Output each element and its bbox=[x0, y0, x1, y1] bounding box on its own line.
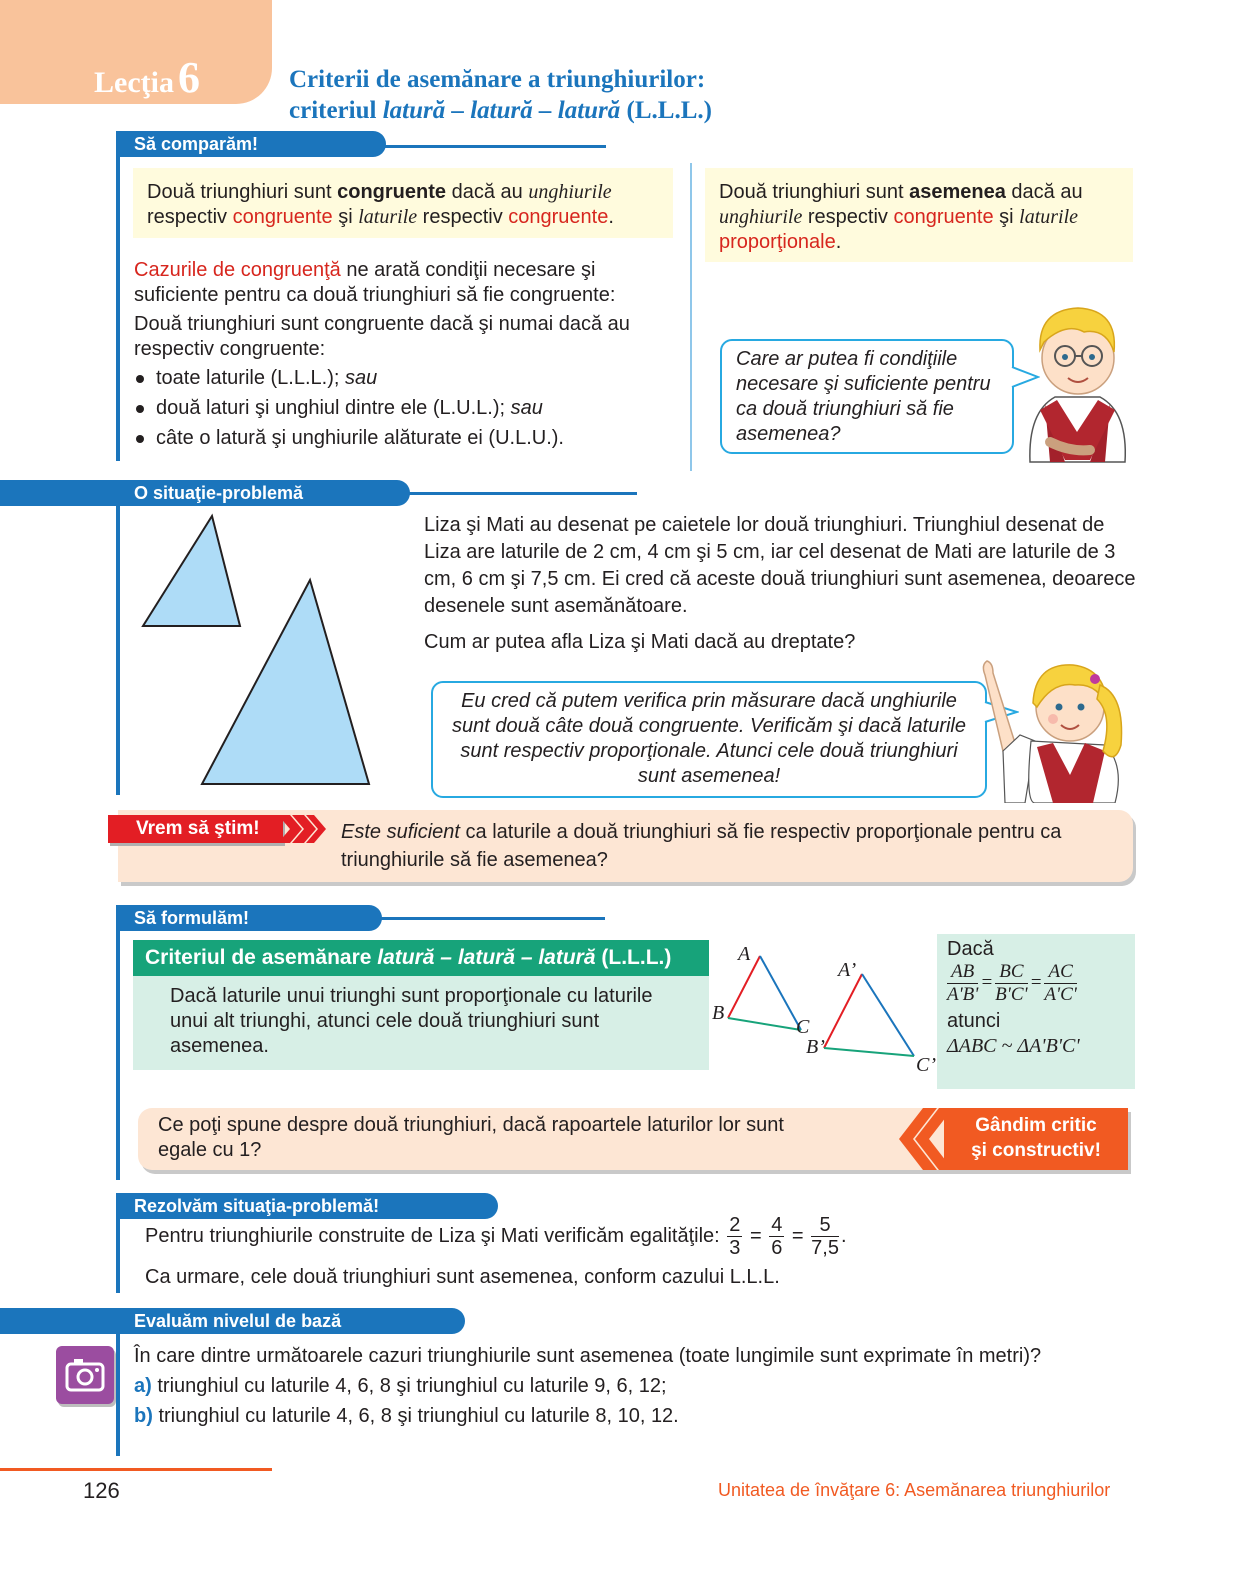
label-a-prime: A’ bbox=[838, 959, 857, 981]
section-bar bbox=[116, 1308, 120, 1456]
critical-question: Ce poţi spune despre două triunghiuri, dacă rapoartele laturilor lor sunt egale cu 1? bbox=[158, 1114, 784, 1161]
girl-speech-bubble: Eu cred că putem verifica prin măsurare dacă unghiurile sunt două câte două congruente. Verificăm şi dacă laturile sunt respectiv proporţionale. Atunci cele două triunghiuri sunt asemenea! bbox=[431, 681, 987, 798]
label-b-prime: B’ bbox=[806, 1036, 825, 1058]
triangles-drawing bbox=[135, 512, 380, 792]
evaluate-item-b: b) triunghiul cu laturile 4, 6, 8 şi triunghiul cu laturile 8, 10, 12. bbox=[134, 1405, 679, 1427]
ratio-equation: $\frac{AB}{A'B'}$ = $\frac{BC}{B'C'}$ = $\frac{AC}{A'C'}$ bbox=[947, 961, 1077, 1005]
section-bar bbox=[116, 505, 120, 795]
small-triangle bbox=[143, 516, 240, 626]
lesson-badge bbox=[0, 0, 272, 104]
problem-statement: Liza şi Mati au desenat pe caietele lor două triunghiuri. Triunghiul desenat de Liza are laturile de 2 cm, 4 cm şi 5 cm, iar cel desenat de Mati are laturile de 3 cm, 6 cm şi 7,5 cm. Ei cred că aceste două triunghiuri sunt asemenea, deoarece desenele sunt asemănătoare. bbox=[424, 514, 1136, 617]
girl-illustration bbox=[975, 655, 1135, 803]
congruence-cases bbox=[134, 258, 679, 456]
criterion-text: Dacă laturile unui triunghi sunt proporţionale cu laturile unui alt triunghi, atunci cele două triunghiuri sunt asemenea. bbox=[170, 985, 653, 1057]
criterion-title: Criteriul de asemănare latură – latură – latură (L.L.L.) bbox=[133, 940, 709, 976]
boy-illustration bbox=[1010, 292, 1135, 467]
criterion-condition-box bbox=[937, 934, 1135, 1089]
lesson-title-line2: criteriul latură – latură – latură (L.L.L.) bbox=[289, 97, 712, 124]
section-tag-evaluate: Evaluăm nivelul de bază bbox=[0, 1308, 465, 1334]
lesson-number: 6 bbox=[177, 53, 200, 102]
section-bar bbox=[116, 131, 120, 461]
condition-if: Dacă bbox=[947, 938, 994, 960]
section-bar bbox=[116, 1193, 120, 1293]
criterion-box bbox=[133, 940, 709, 1070]
condition-result: ΔABC ~ ΔA'B'C' bbox=[947, 1035, 1080, 1057]
list-item: câte o latură şi unghiurile alăturate ei (U.L.U.). bbox=[134, 426, 679, 451]
label-a: A bbox=[738, 943, 751, 965]
lesson-word: Lecţia bbox=[94, 66, 174, 99]
column-divider bbox=[690, 163, 692, 471]
boy-speech-bubble: Care ar putea fi condiţiile necesare şi suficiente pentru ca două triunghiuri să fie asemenea? bbox=[720, 339, 1014, 454]
list-item: toate laturile (L.L.L.); sau bbox=[134, 366, 679, 391]
label-b: B bbox=[712, 1002, 725, 1024]
section-tag-problem: O situaţie-problemă bbox=[0, 480, 410, 506]
cases-intro: Cazurile de congruenţă ne arată condiţii necesare şi suficiente pentru ca două triunghiuri să fie congruente: bbox=[134, 259, 616, 306]
evaluate-item-a: a) triunghiul cu laturile 4, 6, 8 şi triunghiul cu laturile 9, 6, 12; bbox=[134, 1375, 667, 1397]
want-to-know-question: Este suficient ca laturile a două triunghiuri să fie respectiv proporţionale pentru ca triunghiurile să fie asemenea? bbox=[341, 821, 1062, 871]
problem-question: Cum ar putea afla Liza şi Mati dacă au dreptate? bbox=[424, 631, 856, 653]
section-tag-solve: Rezolvăm situaţia-problemă! bbox=[118, 1193, 498, 1219]
label-c: C bbox=[796, 1016, 810, 1038]
similarity-definition-box: Două triunghiuri sunt asemenea dacă au unghiurile respectiv congruente şi laturile proporţionale. bbox=[705, 168, 1133, 262]
cases-condition: Două triunghiuri sunt congruente dacă şi numai dacă au respectiv congruente: bbox=[134, 313, 630, 360]
lesson-title-line1: Criterii de asemănare a triunghiurilor: bbox=[289, 66, 706, 93]
unit-title: Unitatea de învăţare 6: Asemănarea triunghiurilor bbox=[718, 1480, 1111, 1500]
list-item: două laturi şi unghiul dintre ele (L.U.L.); sau bbox=[134, 396, 679, 421]
solve-line1: Pentru triunghiurile construite de Liza şi Mati verificăm egalităţile: $\frac{2}{3}$ = $\frac{4}{6}$ = $\frac{5}{7,5}$ . bbox=[145, 1214, 847, 1259]
lesson-title bbox=[289, 64, 712, 126]
condition-then: atunci bbox=[947, 1010, 1001, 1032]
similar-triangles-figure bbox=[706, 938, 942, 1078]
label-c-prime: C’ bbox=[916, 1054, 936, 1076]
section-tag-formulate: Să formulăm! bbox=[118, 905, 382, 931]
camera-icon[interactable] bbox=[56, 1346, 114, 1404]
cases-list bbox=[134, 366, 679, 451]
chevrons-icon bbox=[278, 815, 328, 843]
want-to-know-tag: Vrem să ştim! bbox=[108, 815, 283, 843]
section-tag-compare: Să comparăm! bbox=[118, 131, 386, 157]
evaluate-question: În care dintre următoarele cazuri triunghiurile sunt asemenea (toate lungimile sunt exprimate în metri)? bbox=[134, 1345, 1042, 1367]
solve-line2: Ca urmare, cele două triunghiuri sunt asemenea, conform cazului L.L.L. bbox=[145, 1266, 780, 1288]
section-bar bbox=[116, 905, 120, 1180]
page-number: 126 bbox=[83, 1478, 120, 1503]
critical-thinking-tag: Gândim critic şi constructiv! bbox=[944, 1108, 1128, 1170]
congruence-definition-box: Două triunghiuri sunt congruente dacă au unghiurile respectiv congruente şi laturile respectiv congruente. bbox=[133, 168, 673, 238]
footer-rule bbox=[0, 1468, 272, 1471]
